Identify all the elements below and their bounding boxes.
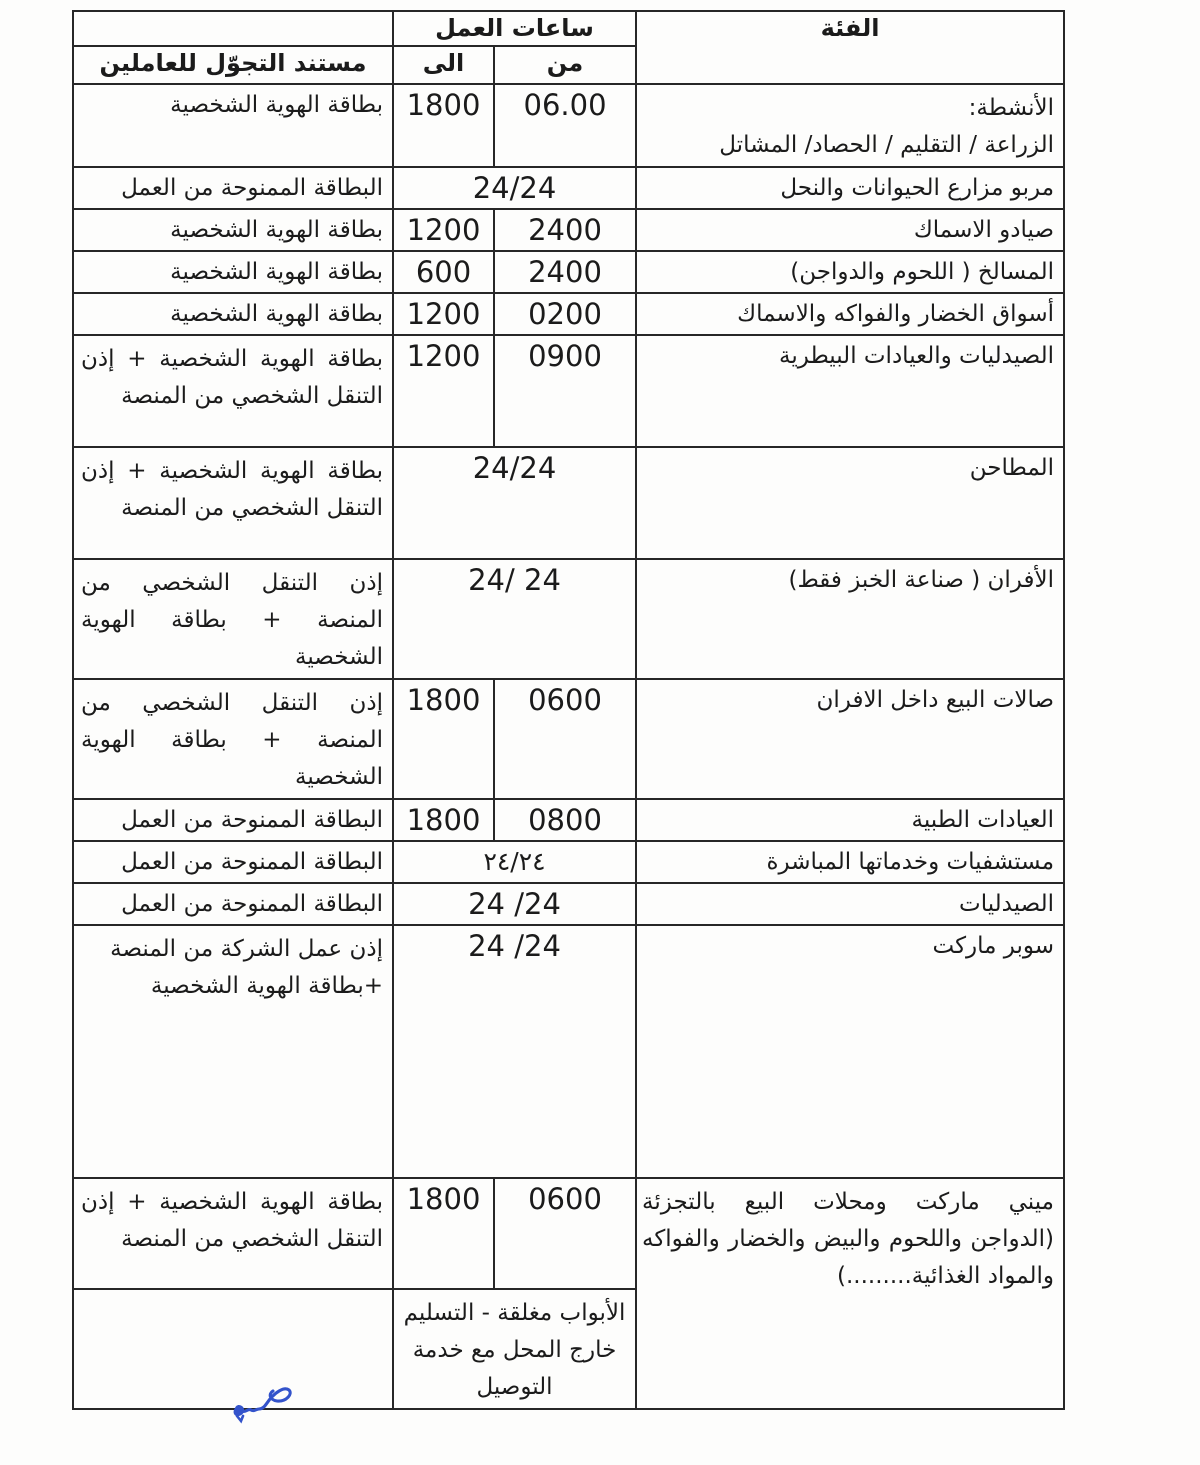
header-row-1: [73, 11, 1064, 46]
hours-to-cell: [393, 84, 494, 167]
document-cell: بطاقة الهوية الشخصية: [73, 293, 393, 335]
document-cell: بطاقة الهوية الشخصية: [73, 84, 393, 167]
hours-from-value: 0600: [528, 1182, 602, 1216]
table-row: [73, 841, 1064, 883]
category-cell: [636, 84, 1064, 167]
header-from: من: [494, 46, 636, 84]
hours-to-cell: [393, 251, 494, 293]
hours-to-value: 1200: [406, 213, 481, 247]
hours-to-cell: [393, 209, 494, 251]
hours-from-cell: [494, 209, 636, 251]
category-line-2: الزراعة / التقليم / الحصاد/ المشاتل: [719, 132, 1055, 158]
category-cell: مربو مزارع الحيوانات والنحل: [636, 167, 1064, 209]
table-row: [73, 84, 1064, 167]
hours-merged-cell: [393, 447, 636, 559]
hours-from-value: 0900: [528, 339, 602, 373]
signature-scribble: [228, 1378, 298, 1426]
table-row: [73, 447, 1064, 559]
table-row: [73, 209, 1064, 251]
hours-to-value: 1800: [406, 803, 481, 837]
category-cell: ميني ماركت ومحلات البيع بالتجزئة (الدواجن واللحوم والبيض والخضار والفواكه والمواد الغذائية.........): [636, 1178, 1064, 1409]
hours-from-value: 0800: [528, 803, 602, 837]
document-cell: إذن التنقل الشخصي من المنصة + بطاقة الهوية الشخصية: [73, 679, 393, 799]
closed-doors-note: الأبواب مغلقة - التسليم خارج المحل مع خدمة التوصيل: [393, 1289, 636, 1409]
hours-merged-cell: [393, 167, 636, 209]
table-row: [73, 293, 1064, 335]
hours-to-cell: [393, 335, 494, 447]
hours-to-value: 1200: [406, 297, 481, 331]
hours-to-value: 600: [415, 255, 472, 289]
table-row: [73, 925, 1064, 1178]
hours-to-cell: [393, 679, 494, 799]
hours-from-cell: [494, 679, 636, 799]
document-cell: البطاقة الممنوحة من العمل: [73, 883, 393, 925]
header-worker-document: مستند التجوّل للعاملين: [73, 46, 393, 84]
signature-loop: [242, 1389, 290, 1412]
category-cell: المسالخ ( اللحوم والدواجن): [636, 251, 1064, 293]
hours-from-cell: [494, 1178, 636, 1289]
hours-from-cell: [494, 335, 636, 447]
header-to: الى: [393, 46, 494, 84]
document-cell: إذن التنقل الشخصي من المنصة + بطاقة الهوية الشخصية: [73, 559, 393, 679]
document-cell: بطاقة الهوية الشخصية: [73, 251, 393, 293]
table-row: [73, 799, 1064, 841]
header-category: الفئة: [636, 11, 1064, 84]
category-cell: الأفران ( صناعة الخبز فقط): [636, 559, 1064, 679]
document-cell: بطاقة الهوية الشخصية + إذن التنقل الشخصي من المنصة: [73, 1178, 393, 1289]
category-cell: صالات البيع داخل الافران: [636, 679, 1064, 799]
hours-to-value: 1800: [406, 683, 481, 717]
hours-from-value: 06.00: [523, 88, 607, 122]
signature-tail: [237, 1416, 243, 1421]
hours-value: 24/24: [472, 451, 557, 485]
hours-from-value: 2400: [528, 213, 602, 247]
category-cell: سوبر ماركت: [636, 925, 1064, 1178]
category-cell: الصيدليات والعيادات البيطرية: [636, 335, 1064, 447]
table-row: [73, 251, 1064, 293]
hours-to-cell: [393, 799, 494, 841]
hours-merged-cell: [393, 559, 636, 679]
hours-from-value: 2400: [528, 255, 602, 289]
category-cell: الصيدليات: [636, 883, 1064, 925]
table-row: [73, 883, 1064, 925]
document-cell: بطاقة الهوية الشخصية: [73, 209, 393, 251]
hours-merged-cell: [393, 925, 636, 1178]
document-cell: بطاقة الهوية الشخصية + إذن التنقل الشخصي من المنصة: [73, 335, 393, 447]
table-row: [73, 559, 1064, 679]
header-empty-cell: [73, 11, 393, 46]
category-cell: أسواق الخضار والفواكه والاسماك: [636, 293, 1064, 335]
hours-from-cell: [494, 293, 636, 335]
table-row: [73, 167, 1064, 209]
hours-from-cell: [494, 799, 636, 841]
table-row: [73, 679, 1064, 799]
hours-to-cell: [393, 1178, 494, 1289]
table-row: [73, 1178, 1064, 1289]
hours-to-value: 1200: [406, 339, 481, 373]
hours-from-value: 0200: [528, 297, 602, 331]
document-cell: البطاقة الممنوحة من العمل: [73, 841, 393, 883]
hours-value: ٢٤/٢٤: [483, 847, 546, 876]
category-cell: مستشفيات وخدماتها المباشرة: [636, 841, 1064, 883]
category-cell: المطاحن: [636, 447, 1064, 559]
hours-merged-cell: [393, 841, 636, 883]
document-cell: البطاقة الممنوحة من العمل: [73, 167, 393, 209]
hours-to-value: 1800: [406, 88, 481, 122]
hours-value: 24/ 24: [468, 563, 561, 597]
hours-to-cell: [393, 293, 494, 335]
category-cell: صيادو الاسماك: [636, 209, 1064, 251]
document-cell: بطاقة الهوية الشخصية + إذن التنقل الشخصي من المنصة: [73, 447, 393, 559]
category-line-1: الأنشطة:: [968, 95, 1055, 121]
hours-value: 24/24: [472, 171, 557, 205]
hours-from-value: 0600: [528, 683, 602, 717]
document-cell: إذن عمل الشركة من المنصة +بطاقة الهوية الشخصية: [73, 925, 393, 1178]
hours-from-cell: [494, 84, 636, 167]
hours-to-value: 1800: [406, 1182, 481, 1216]
document-cell: البطاقة الممنوحة من العمل: [73, 799, 393, 841]
hours-from-cell: [494, 251, 636, 293]
table-row: [73, 335, 1064, 447]
category-cell: العيادات الطبية: [636, 799, 1064, 841]
hours-value: 24 /24: [468, 887, 561, 921]
header-work-hours: ساعات العمل: [393, 11, 636, 46]
hours-merged-cell: [393, 883, 636, 925]
hours-value: 24 /24: [468, 929, 561, 963]
work-hours-table: [72, 10, 1065, 1410]
